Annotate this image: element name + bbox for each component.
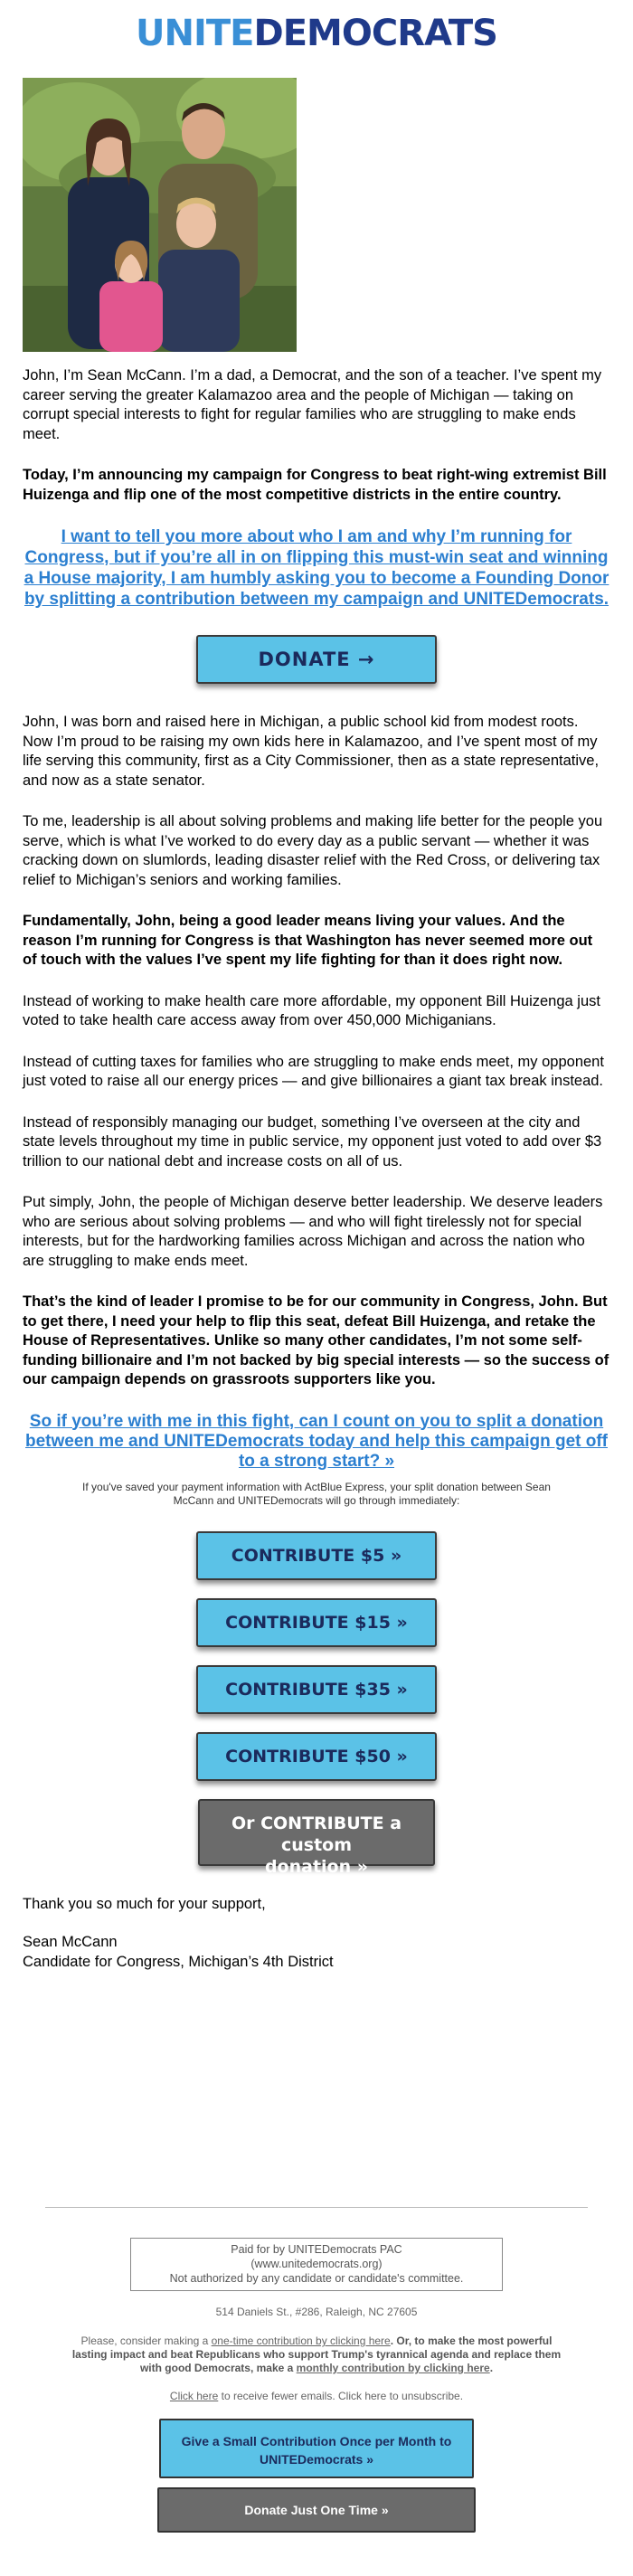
body-paragraph-3: Fundamentally, John, being a good leader means living your values. And the reason I’m running for Congress is that Washington has never seemed more out of touch with the values I’ve spent my life fighting for than it does right now.: [23, 913, 593, 968]
mailing-address: 514 Daniels St., #286, Raleigh, NC 27605: [215, 2306, 418, 2318]
unitedemocrats-logo[interactable]: [0, 0, 633, 56]
founding-donor-link[interactable]: I want to tell you more about who I am and why I’m running for Congress, but if you’re all in on flipping this must-win seat and winning a House majority, I am humbly asking you to become a Founding Donor by splitting a contribution between my campaign and UNITEDemocrats.: [24, 527, 609, 609]
body-paragraph-6: Instead of responsibly managing our budget, something I’ve overseen at the city and state levels throughout my time in public service, my opponent just voted to add over $3 trillion to our national debt and increase costs on all of us.: [23, 1113, 602, 1170]
email-preferences: [0, 2390, 633, 2402]
contribute-35-button[interactable]: CONTRIBUTE $35 »: [196, 1665, 437, 1714]
footer-appeal: [63, 2334, 570, 2375]
intro-paragraph-1: John, I’m Sean McCann. I’m a dad, a Democrat, and the son of a teacher. I’ve spent my career serving the greater Kalamazoo area and the people of Michigan — taking on corrupt special interests to fight for regular families who are struggling to make ends meet.: [23, 367, 602, 442]
body-paragraph-7: Put simply, John, the people of Michigan deserve better leadership. We deserve leaders who are serious about solving problems — and who will fight tirelessly not for special interests, but for the hardworking families across Michigan and across the nation who are struggling to make ends meet.: [23, 1194, 603, 1269]
email-body: [23, 366, 610, 1972]
split-donation-callout[interactable]: [23, 1412, 610, 1472]
footer-divider: [45, 2207, 588, 2208]
body-paragraph-4: Instead of working to make health care more affordable, my opponent Bill Huizenga just voted to take health care access away from over 450,000 Michiganians.: [23, 992, 600, 1028]
signature-name: Sean McCann: [23, 1934, 118, 1950]
body-paragraph-2: To me, leadership is all about solving problems and making life better for the people you serve, which is what I’ve worked to do every day as a public servant — whether it was cracking down on slumlords, leading disaster relief with the Red Cross, or delivering tax relief to Michigan’s seniors and working families.: [23, 813, 603, 888]
fewer-emails-link[interactable]: Click here: [169, 2390, 219, 2402]
appeal-text-mid: . Or, to make the most powerful lasting impact and beat Republicans who support Trump's tyrannical agenda and replace them with good Democrats, make a: [71, 2334, 562, 2374]
monthly-contribution-button[interactable]: Give a Small Contribution Once per Month to UNITEDemocrats »: [159, 2419, 474, 2478]
family-photo: [23, 78, 297, 352]
contribute-custom-button[interactable]: [198, 1799, 435, 1877]
paid-for-box: [130, 2238, 503, 2291]
donate-button[interactable]: DONATE →: [196, 635, 437, 684]
contribute-5-button[interactable]: CONTRIBUTE $5 »: [196, 1531, 437, 1580]
appeal-text-end: .: [489, 2362, 494, 2374]
contribute-15-button[interactable]: CONTRIBUTE $15 »: [196, 1598, 437, 1647]
one-time-contribution-link[interactable]: one-time contribution by clicking here: [211, 2334, 391, 2347]
actblue-express-note: If you've saved your payment information with ActBlue Express, your split donation between Sean McCann and UNITEDemocrats will go through immediately:: [82, 1480, 551, 1507]
contribute-50-button[interactable]: CONTRIBUTE $50 »: [196, 1732, 437, 1781]
intro-paragraph-2: Today, I’m announcing my campaign for Congress to beat right-wing extremist Bill Huizenga and flip one of the most competitive districts in the entire country.: [23, 467, 607, 503]
body-paragraph-5: Instead of cutting taxes for families who are struggling to make ends meet, my opponent just voted to raise all our energy prices — and give billionaires a giant tax break instead.: [23, 1053, 604, 1089]
signature-title: Candidate for Congress, Michigan’s 4th District: [23, 1954, 334, 1970]
paid-for-disclaimer: Not authorized by any candidate or candidate's committee.: [169, 2272, 464, 2285]
appeal-text-pre: Please, consider making a: [80, 2334, 212, 2347]
paid-for-site[interactable]: (www.unitedemocrats.org): [250, 2258, 383, 2270]
one-time-donation-button[interactable]: Donate Just One Time »: [157, 2487, 476, 2533]
unsubscribe-text[interactable]: to receive fewer emails. Click here to unsubscribe.: [218, 2390, 464, 2402]
split-donation-link[interactable]: So if you’re with me in this fight, can I count on you to split a donation between me and UNITEDemocrats today and help this campaign get off to a strong start? »: [25, 1411, 608, 1471]
monthly-contribution-link[interactable]: monthly contribution by clicking here: [296, 2362, 490, 2374]
body-paragraph-1: John, I was born and raised here in Michigan, a public school kid from modest roots. Now I’m proud to be raising my own kids here in Kalamazoo, and I’ve spent most of my life serving this community, first as a City Commissioner, then as a state representative, and now as a state senator.: [23, 714, 600, 789]
custom-button-line-1: Or CONTRIBUTE a custom: [231, 1813, 402, 1855]
logo-unite: UNITE: [136, 13, 254, 54]
paid-for-text: Paid for by UNITEDemocrats PAC: [231, 2243, 402, 2256]
family-photo-illustration: [23, 78, 297, 352]
email-footer: [0, 2207, 633, 2533]
logo-democrats: DEMOCRATS: [253, 13, 497, 54]
body-paragraph-8: That’s the kind of leader I promise to be for our community in Congress, John. But to get there, I need your help to flip this seat, defeat Bill Huizenga, and retake the House of Representatives. Unlike so many other candidates, I’m not some self-funding billionaire and I’m not backed by big special interests — so the success of our campaign depends on grassroots supporters like you.: [23, 1293, 609, 1387]
closing-text: Thank you so much for your support,: [23, 1895, 266, 1912]
custom-button-line-2: donation »: [264, 1856, 369, 1877]
signoff: [23, 1895, 610, 1973]
